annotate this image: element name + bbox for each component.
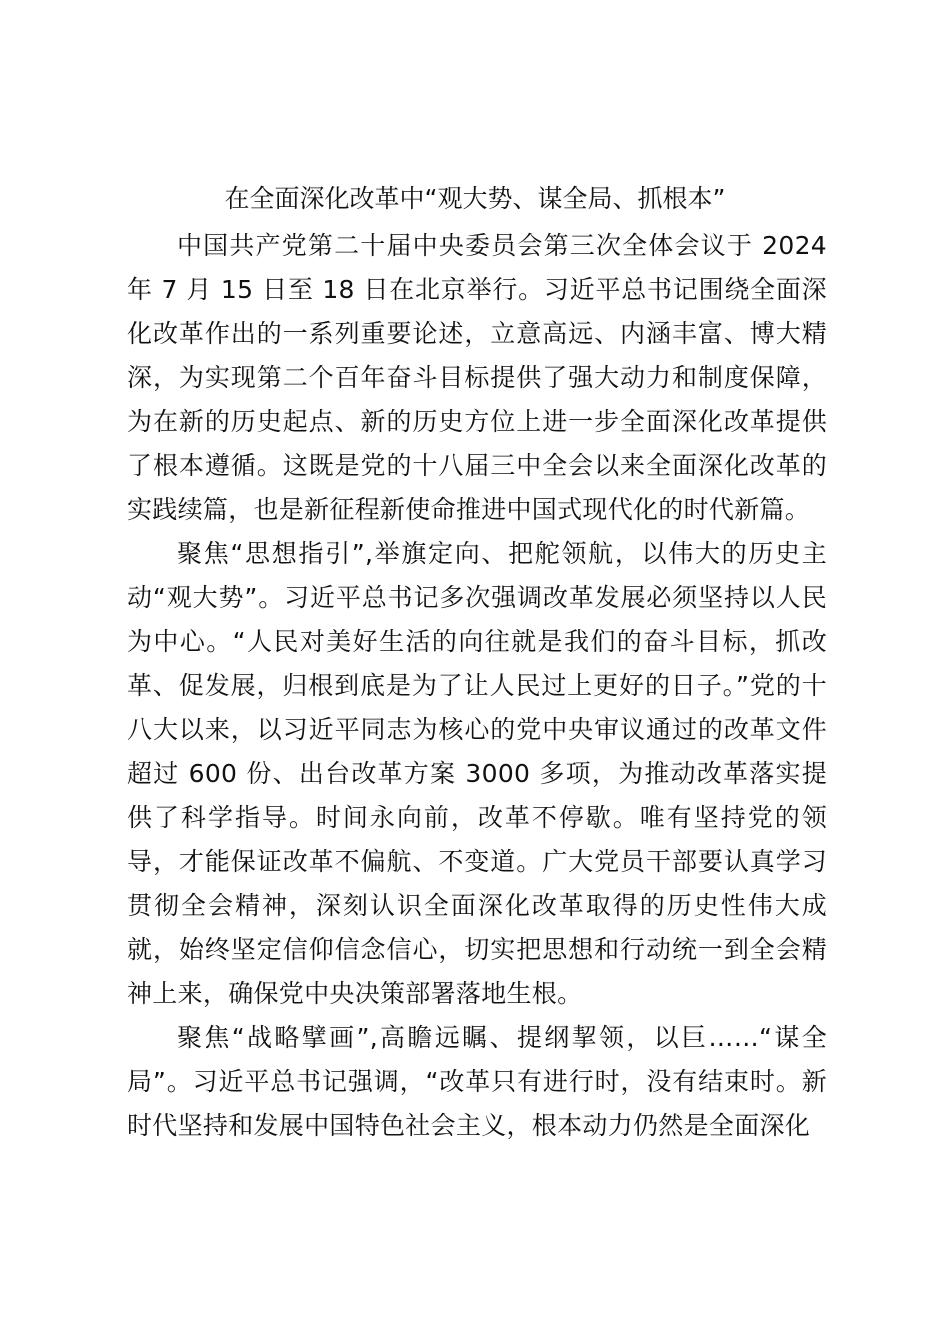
- document-body: [127, 224, 827, 1148]
- document-title: 在全面深化改革中“观大势、谋全局、抓根本”: [224, 184, 726, 213]
- paragraph-intro: 中国共产党第二十届中央委员会第三次全体会议于 2024 年 7 月 15 日至 18 日在北京举行。习近平总书记围绕全面深化改革作出的一系列重要论述，立意高远、内涵丰富、博大精深，为实现第二个百年奋斗目标提供了强大动力和制度保障，为在新的历史起点、新的历史方位上进一步全面深化改革提供了根本遵循。这既是党的十八届三中全会以来全面深化改革的实践续篇，也是新征程新使命推进中国式现代化的时代新篇。: [127, 231, 827, 524]
- paragraph-thought-guidance: 聚焦“思想指引”,举旗定向、把舵领航，以伟大的历史主动“观大势”。习近平总书记多次强调改革发展必须坚持以人民为中心。“人民对美好生活的向往就是我们的奋斗目标，抓改革、促发展，归根到底是为了让人民过上更好的日子。”党的十八大以来，以习近平同志为核心的党中央审议通过的改革文件超过 600 份、出台改革方案 3000 多项，为推动改革落实提供了科学指导。时间永向前，改革不停歇。唯有坚持党的领导，才能保证改革不偏航、不变道。广大党员干部要认真学习贯彻全会精神，深刻认识全面深化改革取得的历史性伟大成就，始终坚定信仰信念信心，切实把思想和行动统一到全会精神上来，确保党中央决策部署落地生根。: [127, 539, 827, 1008]
- paragraph-strategic-plan: 聚焦“战略擘画”,高瞻远瞩、提纲挈领，以巨……“谋全局”。习近平总书记强调，“改革只有进行时，没有结束时。新时代坚持和发展中国特色社会主义，根本动力仍然是全面深化: [127, 1023, 827, 1140]
